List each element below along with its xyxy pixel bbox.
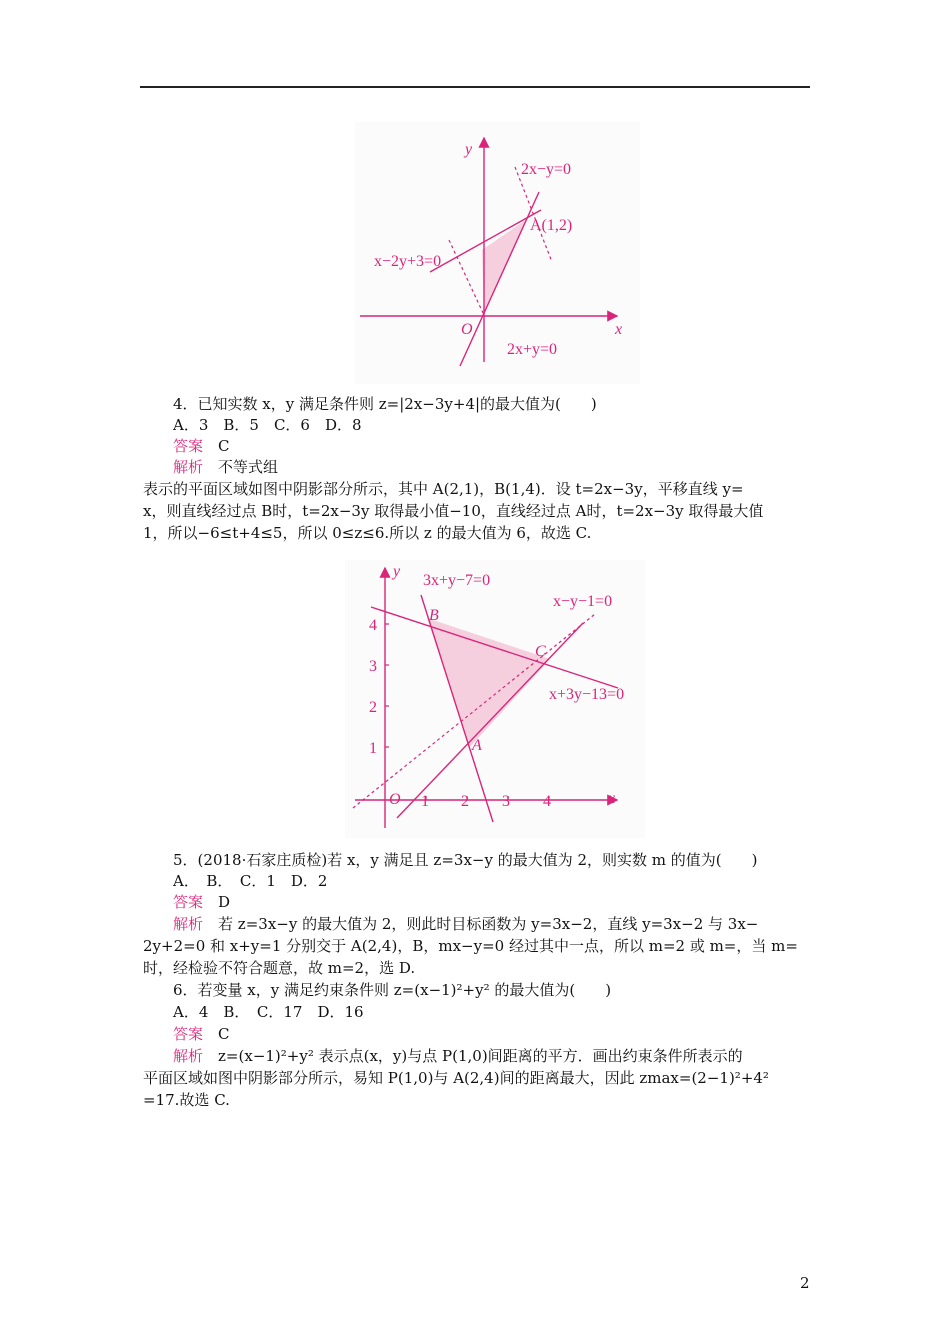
q6-stem: 6．若变量 x，y 满足约束条件则 z=(x−1)²+y² 的最大值为( ) — [173, 981, 612, 999]
q5-answer: D — [218, 893, 231, 911]
q6-analysis-row — [173, 1046, 843, 1067]
figure-1 — [355, 122, 640, 384]
fig2-point-b: B — [429, 607, 439, 624]
fig2-origin: O — [389, 791, 401, 808]
header-rule — [140, 86, 810, 88]
q6-answer-row — [173, 1024, 843, 1045]
figure-2 — [345, 560, 645, 838]
fig1-y-label: y — [465, 141, 473, 158]
fig2-tick-x-4: 4 — [543, 793, 551, 810]
q5-analysis-l1: 若 z=3x−y 的最大值为 2，则此时目标函数为 y=3x−2，直线 y=3x−2 与 3x− — [218, 915, 759, 933]
q6-analysis-l1: z=(x−1)²+y² 表示点(x，y)与点 P(1,0)间距离的平方．画出约束条件所表示的 — [218, 1047, 743, 1065]
fig2-tick-x-1: 1 — [421, 793, 429, 810]
q4-answer: C — [218, 437, 230, 455]
fig2-tick-y-3: 3 — [369, 658, 377, 675]
figure-2-svg — [345, 560, 645, 838]
q5-answer-row — [173, 892, 843, 913]
figure-1-svg — [355, 122, 640, 384]
q4-analysis-l1: 不等式组 — [218, 458, 279, 476]
q6-options: A．4 B． C．17 D．16 — [173, 1003, 364, 1021]
q5-options: A． B． C．1 D．2 — [173, 872, 328, 890]
q5-analysis-row — [173, 914, 843, 935]
q5-analysis-l2: 2y+2=0 和 x+y=1 分别交于 A(2,4)，B，mx−y=0 经过其中一点，所以 m=2 或 m=，当 m= — [143, 937, 798, 955]
q5-answer-label: 答案 — [173, 893, 204, 911]
feasible-region — [427, 618, 550, 747]
q4-answer-label: 答案 — [173, 437, 204, 455]
q4-stem: 4．已知实数 x，y 满足条件则 z=|2x−3y+4|的最大值为( ) — [173, 395, 597, 413]
q6-answer: C — [218, 1025, 230, 1043]
fig2-tick-y-2: 2 — [369, 699, 377, 716]
q6-analysis-label: 解析 — [173, 1047, 204, 1065]
q4-analysis-row — [173, 457, 843, 478]
q6-analysis-l3: =17.故选 C. — [143, 1091, 230, 1109]
q5-stem: 5．(2018·石家庄质检)若 x，y 满足且 z=3x−y 的最大值为 2，则实数 m 的值为( ) — [173, 851, 758, 869]
fig2-line3-label: x+3y−13=0 — [549, 686, 625, 703]
fig1-origin: O — [461, 321, 473, 338]
fig2-tick-x-3: 3 — [502, 793, 510, 810]
fig2-tick-x-2: 2 — [461, 793, 469, 810]
page-number: 2 — [800, 1274, 810, 1292]
fig2-y-label: y — [393, 563, 401, 580]
fig1-line2-label: x−2y+3=0 — [374, 253, 442, 270]
q4-analysis-l2: 表示的平面区域如图中阴影部分所示，其中 A(2,1)，B(1,4)．设 t=2x−3y，平移直线 y= — [143, 480, 744, 498]
fig1-line3-label: 2x+y=0 — [507, 341, 558, 358]
q5-analysis-l3: 时，经检验不符合题意，故 m=2，选 D. — [143, 959, 416, 977]
fig1-line1-label: 2x−y=0 — [521, 161, 572, 178]
q4-answer-row — [173, 436, 843, 457]
fig2-tick-y-4: 4 — [369, 617, 377, 634]
line-2x-plus-y-dashed-1 — [515, 167, 552, 262]
q6-analysis-l2: 平面区域如图中阴影部分所示，易知 P(1,0)与 A(2,4)间的距离最大，因此 zmax=(2−1)²+4² — [143, 1069, 769, 1087]
fig2-point-a: A — [472, 737, 482, 754]
fig2-tick-y-1: 1 — [369, 740, 377, 757]
q4-analysis-l4: 1，所以−6≤t+4≤5，所以 0≤z≤6.所以 z 的最大值为 6，故选 C. — [143, 524, 592, 542]
fig1-x-label: x — [615, 321, 623, 338]
fig2-line2-label: x−y−1=0 — [553, 593, 613, 610]
q4-options: A．3 B．5 C．6 D．8 — [173, 416, 362, 434]
fig2-x-label: x — [608, 790, 616, 807]
q5-analysis-label: 解析 — [173, 915, 204, 933]
fig2-point-c: C — [535, 643, 546, 660]
q4-analysis-label: 解析 — [173, 458, 204, 476]
fig2-line1-label: 3x+y−7=0 — [423, 572, 491, 589]
q6-answer-label: 答案 — [173, 1025, 204, 1043]
q4-analysis-l3: x，则直线经过点 B时，t=2x−3y 取得最小值−10，直线经过点 A时，t=2x−3y 取得最大值 — [143, 502, 764, 520]
fig1-point-a: A(1,2) — [530, 217, 573, 234]
